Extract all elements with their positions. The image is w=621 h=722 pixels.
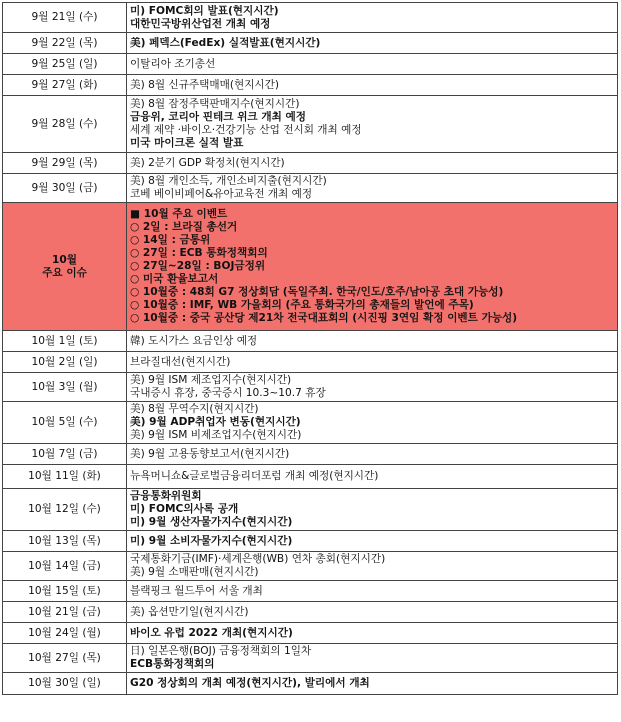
event-line: 국제통화기금(IMF)·세계은행(WB) 연차 총회(현지시간) (130, 553, 386, 565)
event-line: 코베 베이비페어&유아교육전 개최 예정 (130, 188, 313, 200)
date-label: 주요 이슈 (42, 266, 87, 279)
event-cell (127, 373, 618, 402)
event-line: 美) 2분기 GDP 확정치(현지시간) (130, 156, 285, 169)
table-row (3, 153, 618, 174)
event-line: 금융위, 코리아 핀테크 위크 개최 예정 (130, 111, 306, 123)
event-cell (127, 96, 618, 153)
date-cell (3, 3, 127, 33)
event-line: 블랙핑크 월드투어 서울 개최 (130, 584, 263, 597)
table-row (3, 352, 618, 373)
event-line: ○ 미국 환율보고서 (130, 273, 219, 285)
table-row (3, 54, 618, 75)
date-cell (3, 602, 127, 623)
date-label: 10월 (52, 253, 77, 266)
event-line: 美) 8월 무역수지(현지시간) (130, 403, 259, 415)
event-line: 美) 9월 고용동향보고서(현지시간) (130, 447, 290, 460)
table-row (3, 489, 618, 531)
event-line: 美) 9월 소매판매(현지시간) (130, 566, 259, 578)
event-cell (127, 331, 618, 352)
event-line: 미) FOMC회의 발표(현지시간) (130, 4, 279, 17)
event-cell (127, 153, 618, 174)
event-line: 뉴욕머니쇼&글로벌금융리더포럼 개최 예정(현지시간) (130, 470, 379, 482)
table-row (3, 96, 618, 153)
event-cell (127, 54, 618, 75)
date-cell (3, 33, 127, 54)
event-line: 금융통화위원회 (130, 490, 202, 502)
event-cell (127, 644, 618, 673)
date-label: 10월 14일 (금) (28, 559, 101, 572)
table-row (3, 402, 618, 444)
schedule-table (2, 2, 618, 695)
event-line: 이탈리아 조기총선 (130, 57, 216, 70)
event-line: ○ 27일 : ECB 통화정책회의 (130, 247, 268, 259)
date-cell (3, 444, 127, 465)
date-cell (3, 203, 127, 331)
date-label: 10월 3일 (월) (31, 380, 98, 393)
event-line: ○ 10월중 : IMF, WB 가을회의 (주요 통화국가의 총재들의 발언에 주목) (130, 299, 474, 311)
date-cell (3, 531, 127, 552)
table-row (3, 373, 618, 402)
table-row (3, 174, 618, 203)
event-line: ○ 14일 : 금통위 (130, 234, 211, 246)
event-line: ECB통화정책회의 (130, 658, 215, 670)
event-line: 美) 9월 ISM 비제조업지수(현지시간) (130, 429, 302, 441)
event-cell (127, 444, 618, 465)
date-label: 10월 13일 (목) (28, 534, 101, 547)
event-line: 미) 9월 소비자물가지수(현지시간) (130, 534, 293, 547)
event-line: 美) 9월 ADP취업자 변동(현지시간) (130, 416, 301, 428)
event-line: ○ 10월중 : 중국 공산당 제21차 전국대표회의 (시진핑 3연임 확정 이벤트 가능성) (130, 312, 518, 324)
date-label: 10월 2일 (일) (31, 355, 98, 368)
event-cell (127, 174, 618, 203)
event-line: 대한민국방위산업전 개최 예정 (130, 17, 271, 30)
table-row (3, 3, 618, 33)
event-line: 美) 9월 ISM 제조업지수(현지시간) (130, 374, 292, 386)
table-row (3, 331, 618, 352)
date-cell (3, 581, 127, 602)
event-cell (127, 552, 618, 581)
date-cell (3, 54, 127, 75)
date-label: 10월 11일 (화) (28, 470, 101, 482)
date-cell (3, 75, 127, 96)
table-row (3, 203, 618, 331)
event-line: 美) 페덱스(FedEx) 실적발표(현지시간) (130, 36, 321, 49)
date-label: 10월 27일 (목) (28, 651, 101, 664)
event-line: ○ 2일 : 브라질 총선거 (130, 221, 238, 233)
event-cell (127, 531, 618, 552)
date-label: 9월 21일 (수) (31, 11, 98, 23)
event-line: 브라질대선(현지시간) (130, 355, 231, 368)
event-line: 미) 9월 생산자물가지수(현지시간) (130, 516, 293, 528)
date-cell (3, 96, 127, 153)
date-label: 10월 30일 (일) (28, 677, 101, 689)
event-line: 美) 8월 개인소득, 개인소비지출(현지시간) (130, 175, 327, 187)
date-label: 10월 12일 (수) (28, 503, 101, 515)
schedule-body (3, 3, 618, 695)
date-label: 10월 5일 (수) (31, 416, 98, 428)
date-label: 9월 27일 (화) (31, 78, 98, 91)
table-row (3, 673, 618, 695)
table-row (3, 552, 618, 581)
date-label: 10월 1일 (토) (31, 334, 98, 347)
date-label: 10월 21일 (금) (28, 605, 101, 618)
event-line: ○ 10월중 : 48회 G7 정상회담 (독일주최. 한국/인도/호주/남아공 초대 가능성) (130, 286, 504, 298)
date-cell (3, 352, 127, 373)
table-row (3, 623, 618, 644)
table-row (3, 644, 618, 673)
event-line: 미국 마이크론 실적 발표 (130, 137, 244, 149)
date-label: 9월 28일 (수) (31, 117, 98, 130)
date-label: 10월 15일 (토) (28, 584, 101, 597)
date-cell (3, 373, 127, 402)
date-cell (3, 174, 127, 203)
table-row (3, 444, 618, 465)
table-row (3, 33, 618, 54)
event-cell (127, 602, 618, 623)
table-row (3, 465, 618, 489)
date-label: 9월 22일 (목) (31, 36, 98, 49)
date-cell (3, 402, 127, 444)
event-line: 국내증시 휴장, 중국증시 10.3~10.7 휴장 (130, 387, 326, 399)
event-cell (127, 3, 618, 33)
date-label: 10월 24일 (월) (28, 626, 101, 639)
event-line: 美) 8월 잠정주택판매지수(현지시간) (130, 98, 300, 110)
event-cell (127, 465, 618, 489)
date-cell (3, 153, 127, 174)
table-row (3, 75, 618, 96)
event-cell (127, 352, 618, 373)
event-line: 세계 제약 ·바이오·건강기능 산업 전시회 개최 예정 (130, 124, 362, 136)
event-line: 美) 옵션만기일(현지시간) (130, 605, 249, 618)
event-line: ■ 10월 주요 이벤트 (130, 208, 228, 220)
table-row (3, 531, 618, 552)
event-cell (127, 623, 618, 644)
event-line: G20 정상회의 개최 예정(현지시간), 발리에서 개최 (130, 677, 370, 689)
date-label: 9월 25일 (일) (31, 57, 98, 70)
event-line: 미) FOMC의사록 공개 (130, 503, 239, 515)
event-cell (127, 402, 618, 444)
table-row (3, 602, 618, 623)
date-cell (3, 331, 127, 352)
date-cell (3, 623, 127, 644)
event-cell (127, 581, 618, 602)
event-line: 韓) 도시가스 요금인상 예정 (130, 334, 258, 347)
date-label: 9월 30일 (금) (31, 181, 98, 194)
event-cell (127, 673, 618, 695)
date-cell (3, 552, 127, 581)
date-label: 9월 29일 (목) (31, 156, 98, 169)
date-cell (3, 465, 127, 489)
event-line: ○ 27일~28일 : BOJ금정위 (130, 260, 266, 272)
table-row (3, 581, 618, 602)
event-line: 바이오 유럽 2022 개최(현지시간) (130, 626, 293, 639)
event-line: 美) 8월 신규주택매매(현지시간) (130, 78, 280, 91)
event-cell (127, 203, 618, 331)
event-cell (127, 489, 618, 531)
event-line: 日) 일본은행(BOJ) 금융정책회의 1일차 (130, 645, 312, 657)
event-cell (127, 75, 618, 96)
date-cell (3, 673, 127, 695)
date-cell (3, 644, 127, 673)
date-label: 10월 7일 (금) (31, 447, 98, 460)
date-cell (3, 489, 127, 531)
event-cell (127, 33, 618, 54)
